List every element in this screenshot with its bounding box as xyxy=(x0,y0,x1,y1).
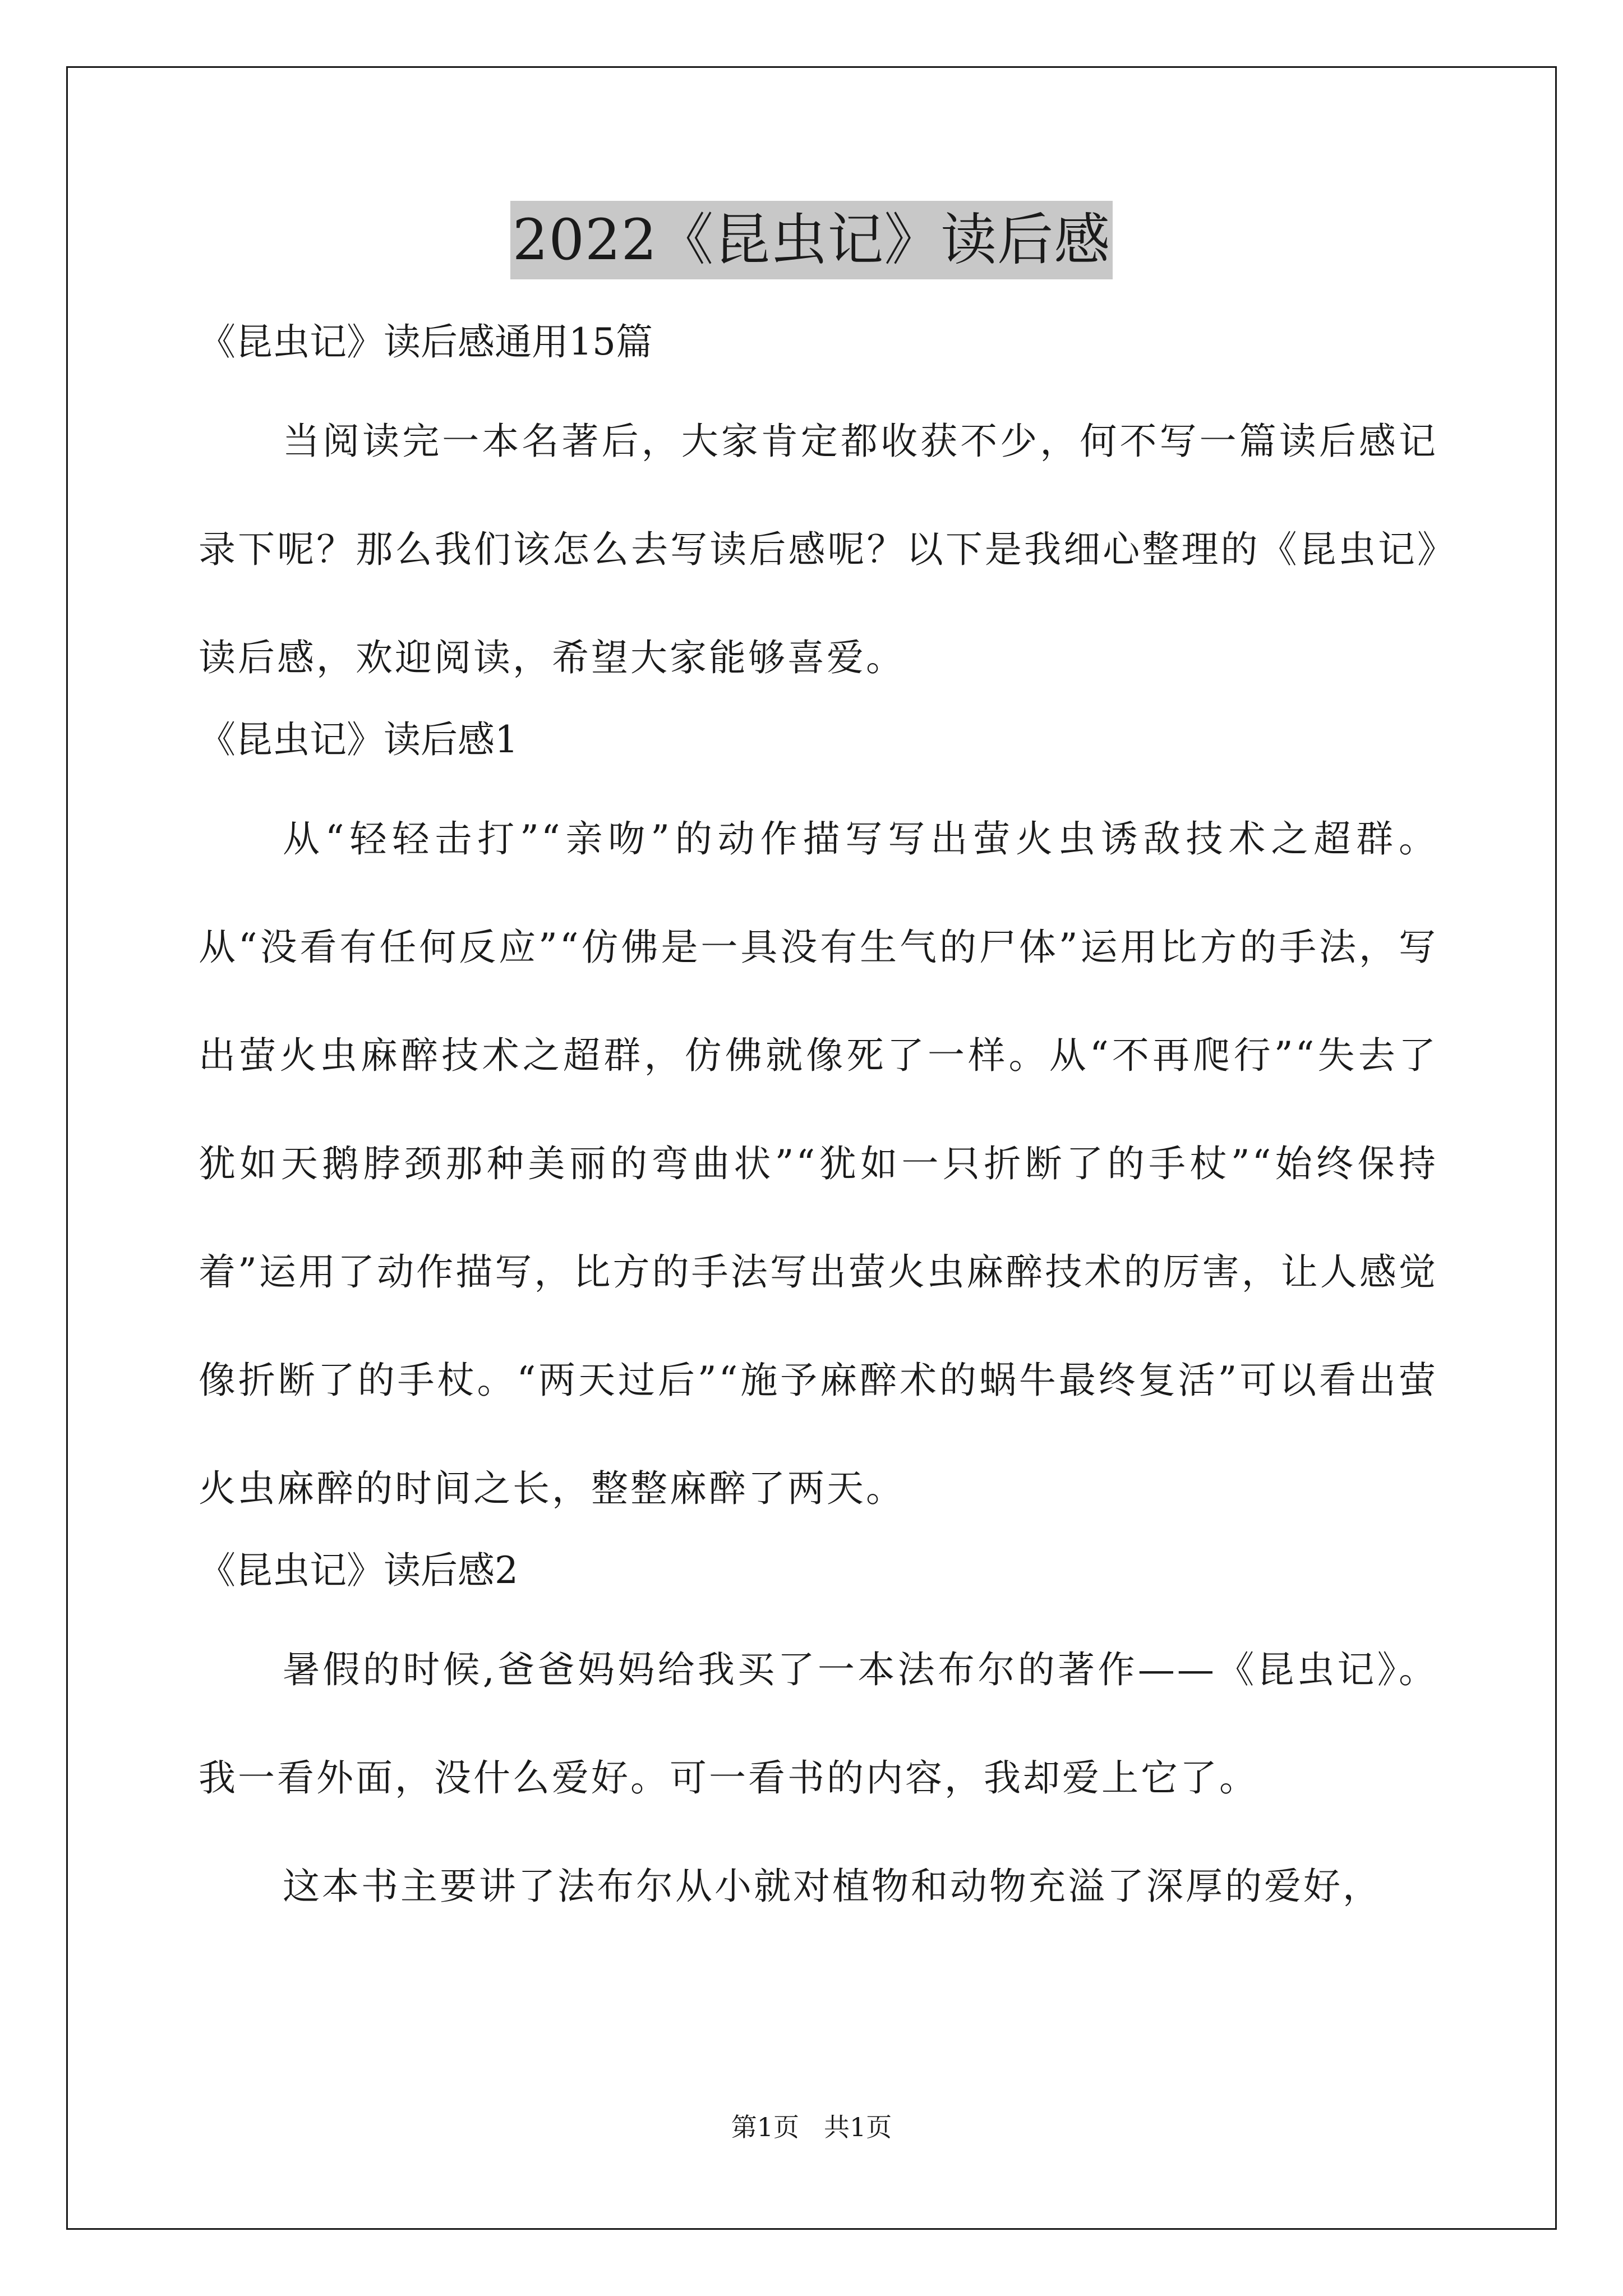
page-number: 第1页 xyxy=(731,2112,800,2142)
page-total: 共1页 xyxy=(823,2112,892,2142)
document-subtitle: 《昆虫记》读后感通用15篇 xyxy=(199,320,653,364)
document-title: 2022《昆虫记》读后感 xyxy=(510,201,1113,279)
section-heading: 《昆虫记》读后感1 xyxy=(199,718,518,761)
section-heading: 《昆虫记》读后感2 xyxy=(199,1549,518,1592)
section-paragraph: 从“轻轻击打”“亲吻”的动作描写写出萤火虫诱敌技术之超群。从“没看有任何反应”“仿佛是一具没有生气的尸体”运用比方的手法，写出萤火虫麻醉技术之超群，仿佛就像死了一样。从“不再爬行”“失去了犹如天鹅脖颈那种美丽的弯曲状”“犹如一只折断了的手杖”“始终保持着”运用了动作描写，比方的手法写出萤火虫麻醉技术的厉害，让人感觉像折断了的手杖。“两天过后”“施予麻醉术的蜗牛最终复活”可以看出萤火虫麻醉的时间之长，整整麻醉了两天。 xyxy=(199,817,1438,1510)
page-footer xyxy=(0,2110,1623,2144)
section-paragraph: 暑假的时候,爸爸妈妈给我买了一本法布尔的著作——《昆虫记》。我一看外面，没什么爱好。可一看书的内容，我却爱上它了。 xyxy=(199,1648,1438,1800)
intro-paragraph: 当阅读完一本名著后，大家肯定都收获不少，何不写一篇读后感记录下呢？那么我们该怎么去写读后感呢？以下是我细心整理的《昆虫记》读后感，欢迎阅读，希望大家能够喜爱。 xyxy=(199,420,1438,679)
section-paragraph: 这本书主要讲了法布尔从小就对植物和动物充溢了深厚的爱好， xyxy=(283,1865,1382,1908)
document-body xyxy=(199,314,1438,1940)
title-container xyxy=(0,201,1623,279)
